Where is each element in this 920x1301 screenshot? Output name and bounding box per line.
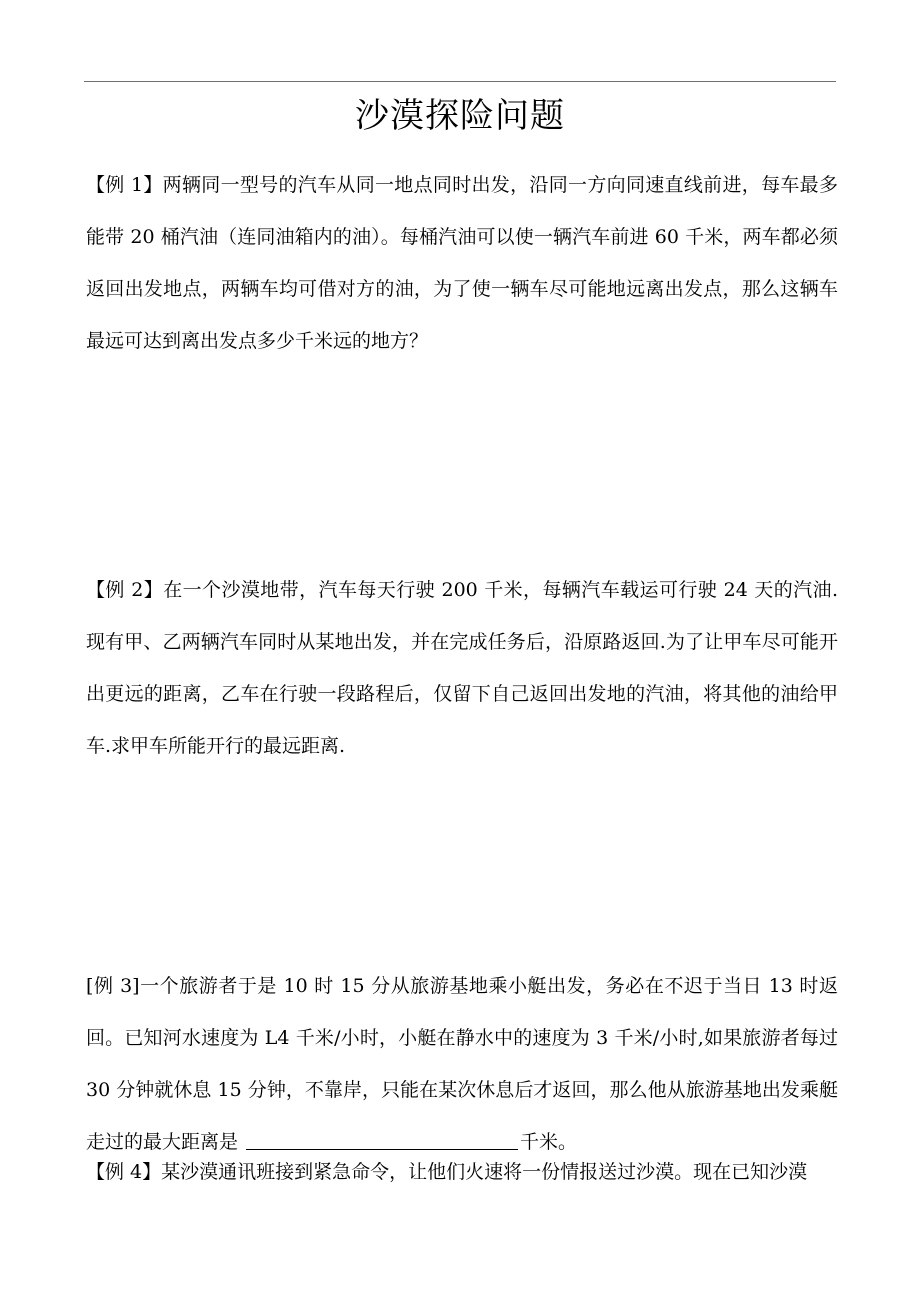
problem-4 [86, 1146, 838, 1198]
problem-1-text: 两辆同一型号的汽车从同一地点同时出发，沿同一方向同速直线前进，每车最多能带 20 桶汽油（连同油箱内的油）。每桶汽油可以使一辆汽车前进 60 千米，两车都必须返回出发地点，两辆车均可借对方的油，为了使一辆车尽可能地远离出发点，那么这辆车最远可达到离出发点多少千米远的地方？ [86, 174, 838, 352]
page-title: 沙漠探险问题 [355, 96, 565, 136]
problem-1-label: 【例 1】 [86, 174, 163, 196]
problem-2-label: 【例 2】 [86, 579, 164, 601]
header-rule [84, 81, 836, 82]
problem-3-suffix: 千米。 [520, 1131, 578, 1153]
problem-2 [86, 564, 838, 772]
problem-2-text: 在一个沙漠地带，汽车每天行驶 200 千米，每辆汽车载运可行驶 24 天的汽油.现有甲、乙两辆汽车同时从某地出发，并在完成任务后，沿原路返回.为了让甲车尽可能开出更远的距离，乙车在行驶一段路程后，仅留下自己返回出发地的汽油，将其他的油给甲车.求甲车所能开行的最远距离. [86, 579, 838, 757]
problem-3 [86, 960, 838, 1168]
problem-3-label: [例 3] [86, 975, 140, 997]
problem-4-label: 【例 4】 [86, 1161, 162, 1183]
problem-4-text: 某沙漠通讯班接到紧急命令，让他们火速将一份情报送过沙漠。现在已知沙漠 [161, 1161, 808, 1183]
problem-3-text: 一个旅游者于是 10 时 15 分从旅游基地乘小艇出发，务必在不迟于当日 13 时返回。已知河水速度为 L4 千米/小时，小艇在静水中的速度为 3 千米/小时,如果旅游者每过 30 分钟就休息 15 分钟，不靠岸，只能在某次休息后才返回，那么他从旅游基地出发乘艇走过的最大距离是 [86, 975, 838, 1153]
problem-1 [86, 159, 838, 367]
